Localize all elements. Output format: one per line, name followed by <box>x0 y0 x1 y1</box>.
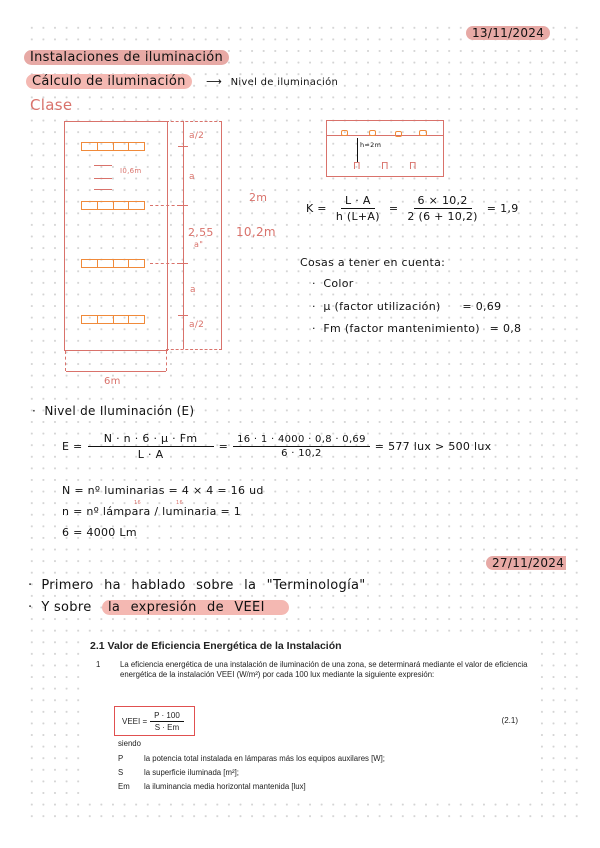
date-text: 13/11/2024 <box>466 26 550 40</box>
height-label: h=2m <box>360 141 382 149</box>
luminaire-icon <box>419 130 427 136</box>
definition-lamp: n = nº lámpara / luminaria = 1 <box>62 505 242 518</box>
spacing-label: I0,6m <box>120 167 142 175</box>
illumination-heading: · Nivel de Iluminación (E) <box>32 404 195 418</box>
denominator: h (L+A) <box>335 210 380 223</box>
section-label: Clase <box>30 96 73 114</box>
document-excerpt <box>90 640 530 800</box>
excerpt-heading: 2.1 Valor de Eficiencia Energética de la Instalación <box>90 640 342 652</box>
width-dimension-line <box>66 371 166 372</box>
numerator: N · n · 6 · μ · Fm <box>88 432 214 447</box>
fraction <box>88 432 214 461</box>
date-badge-2 <box>486 556 566 570</box>
arrow-icon: ⟶ <box>206 75 223 88</box>
equals: = <box>388 202 399 215</box>
subtitle-target: Nivel de iluminación <box>230 77 339 88</box>
e-formula <box>62 432 491 461</box>
equation-lhs: VEEI = <box>122 717 148 726</box>
annotation: 16 <box>134 500 141 506</box>
date-text: 27/11/2024 <box>486 556 566 570</box>
total-dimension-line <box>221 121 222 349</box>
luminaire-row <box>81 259 145 268</box>
definition-row: Em la iluminancia media horizontal mantenida [lux] <box>118 782 306 791</box>
considerations-heading: Cosas a tener en cuenta: <box>300 256 446 269</box>
dim-label: a <box>189 172 195 182</box>
tick <box>178 146 188 147</box>
dash-line <box>94 189 112 190</box>
siendo-label: siendo <box>118 739 141 748</box>
note-item: · Y sobre la expresión de VEEI <box>28 600 289 615</box>
title-text: Instalaciones de iluminación <box>24 50 229 65</box>
definition-row: P la potencia total instalada en lámparas más los equipos auxilares [W]; <box>118 754 385 763</box>
consideration-item: · Color <box>312 277 354 290</box>
fraction <box>332 194 384 223</box>
formula-lhs: K = <box>306 202 327 215</box>
denominator: 6 · 10,2 <box>281 448 322 459</box>
formula-result: = 577 lux > 500 lux <box>374 440 492 453</box>
dash-line <box>94 165 112 166</box>
dashed-guide <box>166 351 167 371</box>
consideration-item: · Fm (factor mantenimiento) = 0,8 <box>312 322 522 335</box>
length-label: 10,2m <box>236 225 276 239</box>
paragraph-number: 1 <box>96 660 101 669</box>
dim-label: a <box>190 285 196 295</box>
denominator: 2 (6 + 10,2) <box>407 210 478 223</box>
definitions-list <box>114 754 385 796</box>
numerator: 16 · 1 · 4000 · 0,8 · 0,69 <box>233 434 370 447</box>
formula-result: = 1,9 <box>486 202 519 215</box>
denominator: L · A <box>137 448 164 461</box>
numerator: L · A <box>341 194 375 209</box>
k-formula <box>306 194 519 223</box>
numerator: P · 100 <box>150 711 184 722</box>
desk-icon: П <box>381 161 389 172</box>
numerator: 6 × 10,2 <box>414 194 472 209</box>
dim-label: a" <box>194 240 204 249</box>
dash-line <box>94 178 112 179</box>
dashed-guide <box>166 349 222 350</box>
dashed-guide <box>65 351 66 371</box>
denominator: S · Em <box>154 723 180 732</box>
excerpt-paragraph <box>90 660 530 680</box>
dashed-guide <box>150 205 180 206</box>
tick <box>178 315 188 316</box>
section-diagram <box>326 120 444 177</box>
luminaire-icon <box>341 130 348 136</box>
annotation: 16 <box>176 500 183 506</box>
dim-label: 2,55 <box>188 226 214 239</box>
height-label: 2m <box>249 191 268 204</box>
definition-flux: 6 = 4000 Lm <box>62 526 137 539</box>
subtitle-text: Cálculo de iluminación <box>26 74 192 89</box>
page-margin <box>0 826 600 848</box>
luminaire-row <box>81 142 145 151</box>
dashed-guide <box>166 121 222 122</box>
luminaire-icon <box>369 130 376 136</box>
width-label: 6m <box>104 376 121 387</box>
fraction <box>403 194 481 223</box>
paragraph-text: La eficiencia energética de una instalación de iluminación de una zona, se determinará mediante el valor de eficiencia energética de la instalación VEEI (W/m²) por cada 100 lux mediante la siguiente expresión: <box>120 660 528 679</box>
equals: = <box>218 440 229 453</box>
consideration-item: · μ (factor utilización) = 0,69 <box>312 300 502 313</box>
veei-equation-box <box>114 706 195 736</box>
equation-number: (2.1) <box>501 716 518 725</box>
luminaire-row <box>81 201 145 210</box>
highlighted-text: la expresión de VEEI <box>102 600 289 615</box>
dashed-guide <box>150 263 180 264</box>
definition-n: N = nº luminarias = 4 × 4 = 16 ud <box>62 484 264 497</box>
definition-row: S la superficie iluminada [m²]; <box>118 768 239 777</box>
desk-icon: П <box>409 161 417 172</box>
formula-lhs: E = <box>62 440 83 453</box>
note-item: · Primero ha hablado sobre la "Terminología" <box>28 578 366 593</box>
height-arrow <box>357 138 358 162</box>
dim-label: a/2 <box>189 320 205 330</box>
dim-label: a/2 <box>189 131 205 141</box>
luminaire-icon <box>395 131 402 137</box>
luminaire-row <box>81 315 145 324</box>
fraction <box>233 434 370 459</box>
fraction <box>150 711 184 732</box>
desk-icon: П <box>353 161 361 172</box>
